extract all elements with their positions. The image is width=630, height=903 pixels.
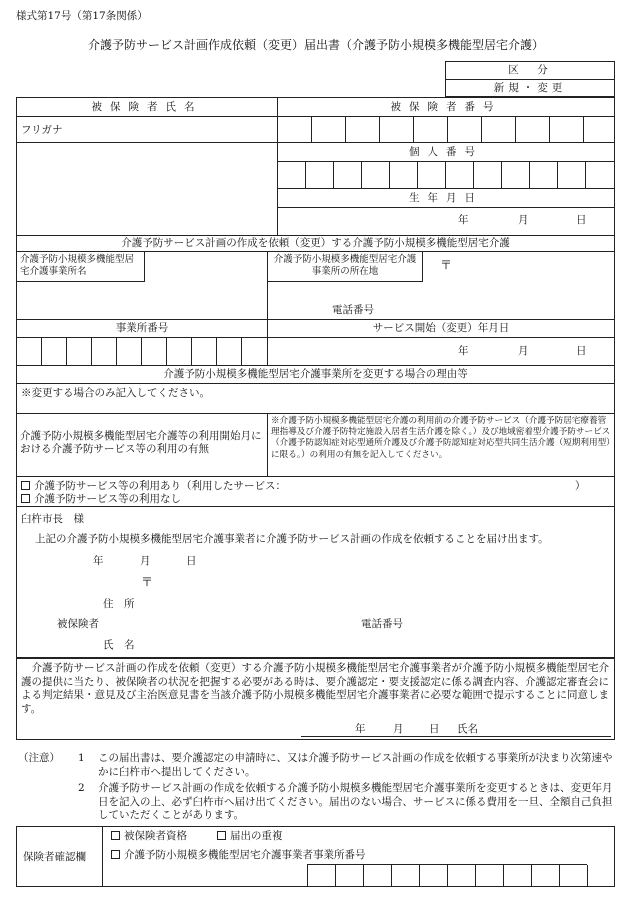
start-day-unit: 日 xyxy=(576,345,587,357)
insured-name-header: 被保険者氏名 xyxy=(17,98,277,117)
addressee: 臼杵市長 様 xyxy=(21,513,84,525)
form-number: 様式第17号（第17条関係） xyxy=(16,10,148,22)
change-reason-note: ※変更する場合のみ記入してください。 xyxy=(21,387,210,399)
provider-phone-label: 電話番号 xyxy=(332,304,374,316)
personal-number-boxes[interactable] xyxy=(277,162,614,189)
consent-box xyxy=(16,658,615,740)
personal-number-header: 個人番号 xyxy=(277,143,614,162)
provider-name-field[interactable] xyxy=(17,252,267,320)
insured-number-header: 被保険者番号 xyxy=(277,98,614,117)
usage-options xyxy=(17,477,614,507)
change-reason-header: 介護予防小規模多機能型居宅介護事業所を変更する場合の理由等 xyxy=(17,366,614,384)
office-number-header: 事業所番号 xyxy=(17,320,267,338)
start-year-unit: 年 xyxy=(458,345,469,357)
category-value[interactable]: 新規・変更 xyxy=(493,82,567,94)
start-date-field[interactable] xyxy=(267,338,614,366)
usage-option-yes[interactable]: 介護予防サービス等の利用あり（利用したサービス： xyxy=(21,480,286,493)
submit-day-unit: 日 xyxy=(186,555,197,567)
birthdate-header: 生年月日 xyxy=(277,189,614,208)
confirm-check-3[interactable]: 介護予防小規模多機能型居宅介護事業者事業所番号 xyxy=(111,849,366,862)
note-2-num: 2 xyxy=(78,782,85,794)
provider-section-header: 介護予防サービス計画の作成を依頼（変更）する介護予防小規模多機能型居宅介護 xyxy=(17,236,614,252)
checkbox-icon[interactable] xyxy=(21,481,30,490)
provider-address-label: 介護予防小規模多機能型居宅介護事業所の所在地 xyxy=(268,252,423,282)
confirm-check-2[interactable]: 届出の重複 xyxy=(217,830,283,843)
category-header: 区 分 xyxy=(446,62,614,80)
confirm-check-1[interactable]: 被保険者資格 xyxy=(111,830,187,843)
page-title: 介護予防サービス計画作成依頼（変更）届出書（介護予防小規模多機能型居宅介護） xyxy=(87,38,544,52)
confirm-label: 保険者確認欄 xyxy=(23,851,86,863)
consent-signature-line[interactable] xyxy=(301,723,611,737)
usage-right-note: ※介護予防小規模多機能型居宅介護の利用前の介護予防サービス（介護予防居宅療養管理指導及び介護予防特定施設入居者生活介護を除く。）及び地域密着型介護予防サービス（介護予防認知症対応型通所介護及び介護予防認知症対応型共同生活介護（短期利用型）に限る。）の利用の有無を記入してください。 xyxy=(267,414,614,477)
checkbox-icon[interactable] xyxy=(111,850,120,859)
consent-name-label: 氏名 xyxy=(457,723,478,735)
provider-address-field[interactable] xyxy=(267,252,614,320)
consent-year-unit: 年 xyxy=(355,723,366,735)
submission-statement: 上記の介護予防小規模多機能型居宅介護事業者に介護予防サービス計画の作成を依頼することを届け出ます。 xyxy=(35,533,549,545)
provider-name-label: 介護予防小規模多機能型居宅介護事業所名 xyxy=(17,252,145,282)
main-form xyxy=(16,97,615,658)
note-1-text: この届出書は、要介護認定の申請時に、又は介護予防サービス計画の作成を依頼する事業所が決まり次第速やかに臼杵市へ提出してください。 xyxy=(98,752,613,778)
submit-insured-label: 被保険者 xyxy=(57,618,99,630)
usage-label-cell xyxy=(17,414,267,477)
day-unit: 日 xyxy=(576,214,587,226)
change-reason-field[interactable] xyxy=(17,384,614,414)
submit-phone-label: 電話番号 xyxy=(361,618,403,630)
start-date-header: サービス開始（変更）年月日 xyxy=(267,320,614,338)
office-number-boxes[interactable] xyxy=(17,338,267,366)
consent-text: 介護予防サービス計画の作成を依頼（変更）する介護予防小規模多機能型居宅介護事業者が介護予防小規模多機能型居宅介護の提供に当たり、被保険者の状況を把握する必要がある時は、要介護認定・要支援認定に係る調査内容、介護認定審査会による判定結果・意見及び主治医意見書を当該介護予防小規模多機能型居宅介護事業者に必要な範囲で提示することに同意します。 xyxy=(21,662,609,715)
submit-name-label: 氏 名 xyxy=(103,639,135,651)
year-unit: 年 xyxy=(458,214,469,226)
furigana-field[interactable] xyxy=(17,117,277,143)
consent-day-unit: 日 xyxy=(429,723,440,735)
note-2-text: 介護予防サービス計画の作成を依頼する介護予防小規模多機能型居宅介護事業所を変更するときは、変更年月日を記入の上、必ず臼杵市へ届け出てください。届出のない場合、サービスに係る費用を一旦、全額自己負担していただくことがあります。 xyxy=(98,782,613,822)
birthdate-field[interactable] xyxy=(277,208,614,236)
month-unit: 月 xyxy=(518,214,529,226)
confirm-office-number-boxes[interactable] xyxy=(307,864,587,886)
notes-label: （注意） xyxy=(18,752,60,764)
submit-month-unit: 月 xyxy=(140,555,151,567)
start-month-unit: 月 xyxy=(518,345,529,357)
confirm-label-cell xyxy=(17,827,103,886)
postal-mark: 〒 xyxy=(440,258,453,272)
furigana-label: フリガナ xyxy=(21,124,63,136)
confirm-box xyxy=(16,826,615,887)
insured-number-boxes[interactable] xyxy=(277,117,614,143)
usage-option-no[interactable]: 介護予防サービス等の利用なし xyxy=(21,493,181,506)
consent-month-unit: 月 xyxy=(393,723,404,735)
checkbox-icon[interactable] xyxy=(111,831,120,840)
submit-address-label: 住 所 xyxy=(103,598,135,610)
submission-section xyxy=(17,507,614,659)
checkbox-icon[interactable] xyxy=(21,494,30,503)
usage-option-yes-close: ） xyxy=(575,480,586,492)
checkbox-icon[interactable] xyxy=(217,831,226,840)
submit-postal-mark: 〒 xyxy=(141,575,154,589)
category-box xyxy=(445,61,615,97)
insured-name-field[interactable] xyxy=(17,143,277,236)
note-1-num: 1 xyxy=(78,752,85,764)
submit-year-unit: 年 xyxy=(93,555,104,567)
usage-left-label: 介護予防小規模多機能型居宅介護等の利用開始月における介護予防サービス等の利用の有無 xyxy=(20,430,262,455)
